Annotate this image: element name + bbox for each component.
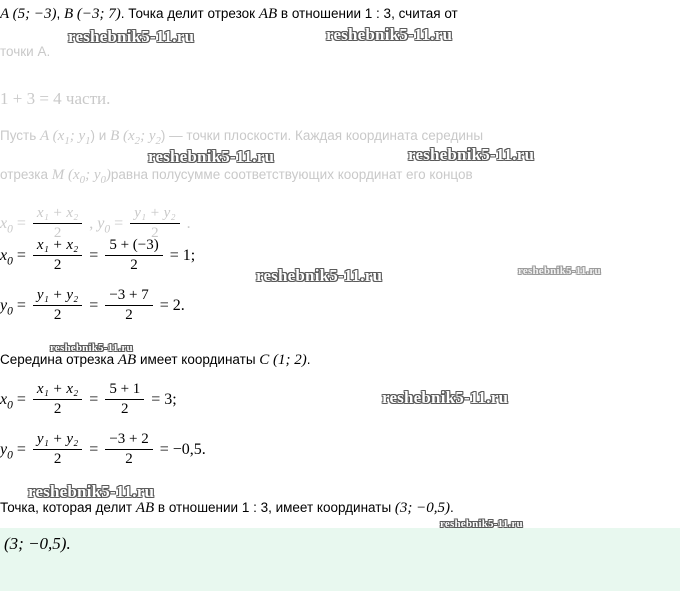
watermark: reshebnik5-11.ru — [68, 27, 195, 46]
definition-m-y: ; y — [85, 167, 101, 183]
midpoint-coordinates: C (1; 2) — [259, 352, 307, 368]
conclusion-segment: AB — [135, 500, 155, 516]
calc2-fraction-numeric — [105, 287, 152, 324]
problem-text-3: точки A. — [0, 44, 51, 59]
definition-point-m: M (x — [51, 167, 80, 183]
calc1-x: x — [0, 247, 8, 265]
midpoint-sentence — [0, 352, 311, 369]
answer-highlight-band — [0, 528, 680, 591]
calc3-fraction-symbolic — [33, 381, 82, 418]
formula-period: . — [186, 215, 191, 233]
calculation-y0-division-point — [0, 432, 206, 469]
parts-equation — [0, 90, 110, 109]
midpoint-sentence-period: . — [306, 352, 311, 367]
parts-equation-text: 1 + 3 = 4 части. — [0, 89, 111, 108]
calculation-y0-midpoint — [0, 288, 185, 325]
definition-a-y-sub: 1 — [85, 135, 91, 147]
watermark: reshebnik5-11.ru — [326, 25, 453, 44]
calc1-num-b: 5 + (−3) — [109, 237, 159, 253]
calc3-num-a: x₁ + x₂ — [36, 381, 79, 397]
calc3-result: = 3; — [151, 391, 177, 409]
calc3-den-a: 2 — [33, 399, 82, 418]
conclusion-sentence — [0, 500, 454, 517]
formula-x-numerator: x₁ + x₂ — [36, 205, 79, 221]
conclusion-coordinates: (3; −0,5) — [394, 500, 451, 516]
definition-a-y: ; y — [69, 128, 86, 144]
calc2-num-a: y₁ + y₂ — [36, 287, 79, 303]
calc4-fraction-numeric — [105, 431, 152, 468]
calc3-eq-2: = — [89, 391, 99, 409]
definition-prefix: Пусть — [0, 128, 41, 143]
definition-b-y-sub: 2 — [155, 135, 161, 147]
point-b-label: B (−3; 7) — [64, 6, 121, 22]
calculation-x0-midpoint — [0, 238, 195, 275]
calc3-fraction-numeric — [105, 381, 144, 418]
calc3-eq-1: = — [16, 391, 26, 409]
definition-line-2 — [0, 167, 473, 187]
problem-text-2: в отношении 1 : 3, считая от — [277, 6, 458, 21]
point-a-label: A (5; −3) — [0, 6, 57, 22]
conclusion-prefix: Точка, которая делит — [0, 500, 136, 515]
formula-y-numerator: y₁ + y₂ — [134, 205, 176, 221]
calc1-eq-2: = — [89, 247, 99, 265]
formula-y-denominator: 2 — [130, 223, 179, 242]
calc1-fraction-numeric — [105, 237, 162, 274]
calc2-den-b: 2 — [105, 305, 152, 324]
calc2-eq-1: = — [16, 297, 26, 315]
calc4-num-b: −3 + 2 — [109, 431, 149, 447]
watermark: reshebnik5-11.ru — [148, 147, 275, 166]
calc4-num-a: y₁ + y₂ — [36, 431, 79, 447]
calc1-den-a: 2 — [33, 255, 82, 274]
calc1-result: = 1; — [169, 247, 196, 265]
answer-value: (3; −0,5). — [4, 534, 71, 553]
watermark: reshebnik5-11.ru — [28, 482, 155, 501]
watermark: reshebnik5-11.ru — [518, 265, 601, 277]
calc3-den-b: 2 — [105, 399, 144, 418]
calc1-eq-1: = — [16, 247, 26, 265]
problem-text-1: . Точка делит отрезок — [120, 6, 259, 21]
calc2-result: = 2. — [159, 297, 185, 315]
calc4-y-sub: 0 — [7, 449, 13, 462]
calc1-den-b: 2 — [105, 255, 162, 274]
calc1-x-sub: 0 — [7, 255, 13, 268]
definition-b-x-sub: 2 — [134, 135, 141, 147]
calc4-result: = −0,5. — [159, 441, 206, 459]
formula-y0: y — [97, 215, 105, 233]
watermark: reshebnik5-11.ru — [50, 342, 133, 354]
midpoint-sentence-middle: имеет координаты — [136, 352, 260, 367]
problem-statement-line-1 — [0, 6, 458, 23]
calc2-num-b: −3 + 7 — [109, 287, 149, 303]
formula-eq-2: = — [114, 215, 124, 233]
definition-point-a: A (x — [40, 128, 65, 144]
definition-m-x-sub: 0 — [79, 174, 86, 186]
formula-separator: , — [89, 215, 98, 233]
calc2-eq-2: = — [89, 297, 99, 315]
calc3-num-b: 5 + 1 — [109, 381, 141, 397]
definition-tail-2: равна полусумме соответствующих координат его концов — [110, 167, 473, 182]
calculation-x0-division-point — [0, 382, 177, 419]
calc2-den-a: 2 — [33, 305, 82, 324]
calc2-y: y — [0, 297, 8, 315]
calc4-den-a: 2 — [33, 449, 82, 468]
watermark: reshebnik5-11.ru — [440, 518, 523, 530]
definition-b-y: ; y — [140, 128, 156, 144]
calc4-eq-2: = — [89, 441, 99, 459]
definition-segment-prefix: отрезка — [0, 167, 52, 182]
watermark: reshebnik5-11.ru — [408, 145, 535, 164]
definition-point-b: B (x — [110, 128, 135, 144]
segment-ab-label: AB — [258, 6, 278, 22]
calc2-fraction-symbolic — [33, 287, 82, 324]
conclusion-period: . — [450, 500, 454, 515]
calc4-y: y — [0, 441, 8, 459]
definition-tail-1: ) — точки плоскости. Каждая координата середины — [160, 128, 484, 143]
calc1-num-a: x₁ + x₂ — [36, 237, 79, 253]
watermark: reshebnik5-11.ru — [256, 266, 383, 285]
calc3-x-sub: 0 — [7, 399, 13, 412]
calc3-x: x — [0, 391, 8, 409]
problem-statement-line-2 — [0, 44, 50, 61]
definition-conjunction: ) и — [90, 128, 111, 143]
calc2-y-sub: 0 — [7, 305, 13, 318]
formula-x-denominator: 2 — [33, 223, 82, 242]
midpoint-sentence-prefix: Середина отрезка — [0, 352, 118, 367]
midpoint-sentence-segment: AB — [117, 352, 137, 368]
comma-separator: , — [56, 6, 65, 21]
conclusion-middle: в отношении 1 : 3, имеет координаты — [154, 500, 395, 515]
calc4-den-b: 2 — [105, 449, 152, 468]
definition-a-x-sub: 1 — [64, 135, 70, 147]
calc4-eq-1: = — [16, 441, 26, 459]
definition-m-y-sub: 0 — [100, 174, 106, 186]
formula-y0-sub: 0 — [104, 223, 111, 236]
calc4-fraction-symbolic — [33, 431, 82, 468]
formula-x0: x — [0, 215, 8, 233]
definition-m-close: ) — [105, 167, 111, 183]
formula-x0-sub: 0 — [7, 223, 13, 236]
formula-eq-1: = — [16, 215, 26, 233]
calc1-fraction-symbolic — [33, 237, 82, 274]
watermark: reshebnik5-11.ru — [382, 388, 509, 407]
